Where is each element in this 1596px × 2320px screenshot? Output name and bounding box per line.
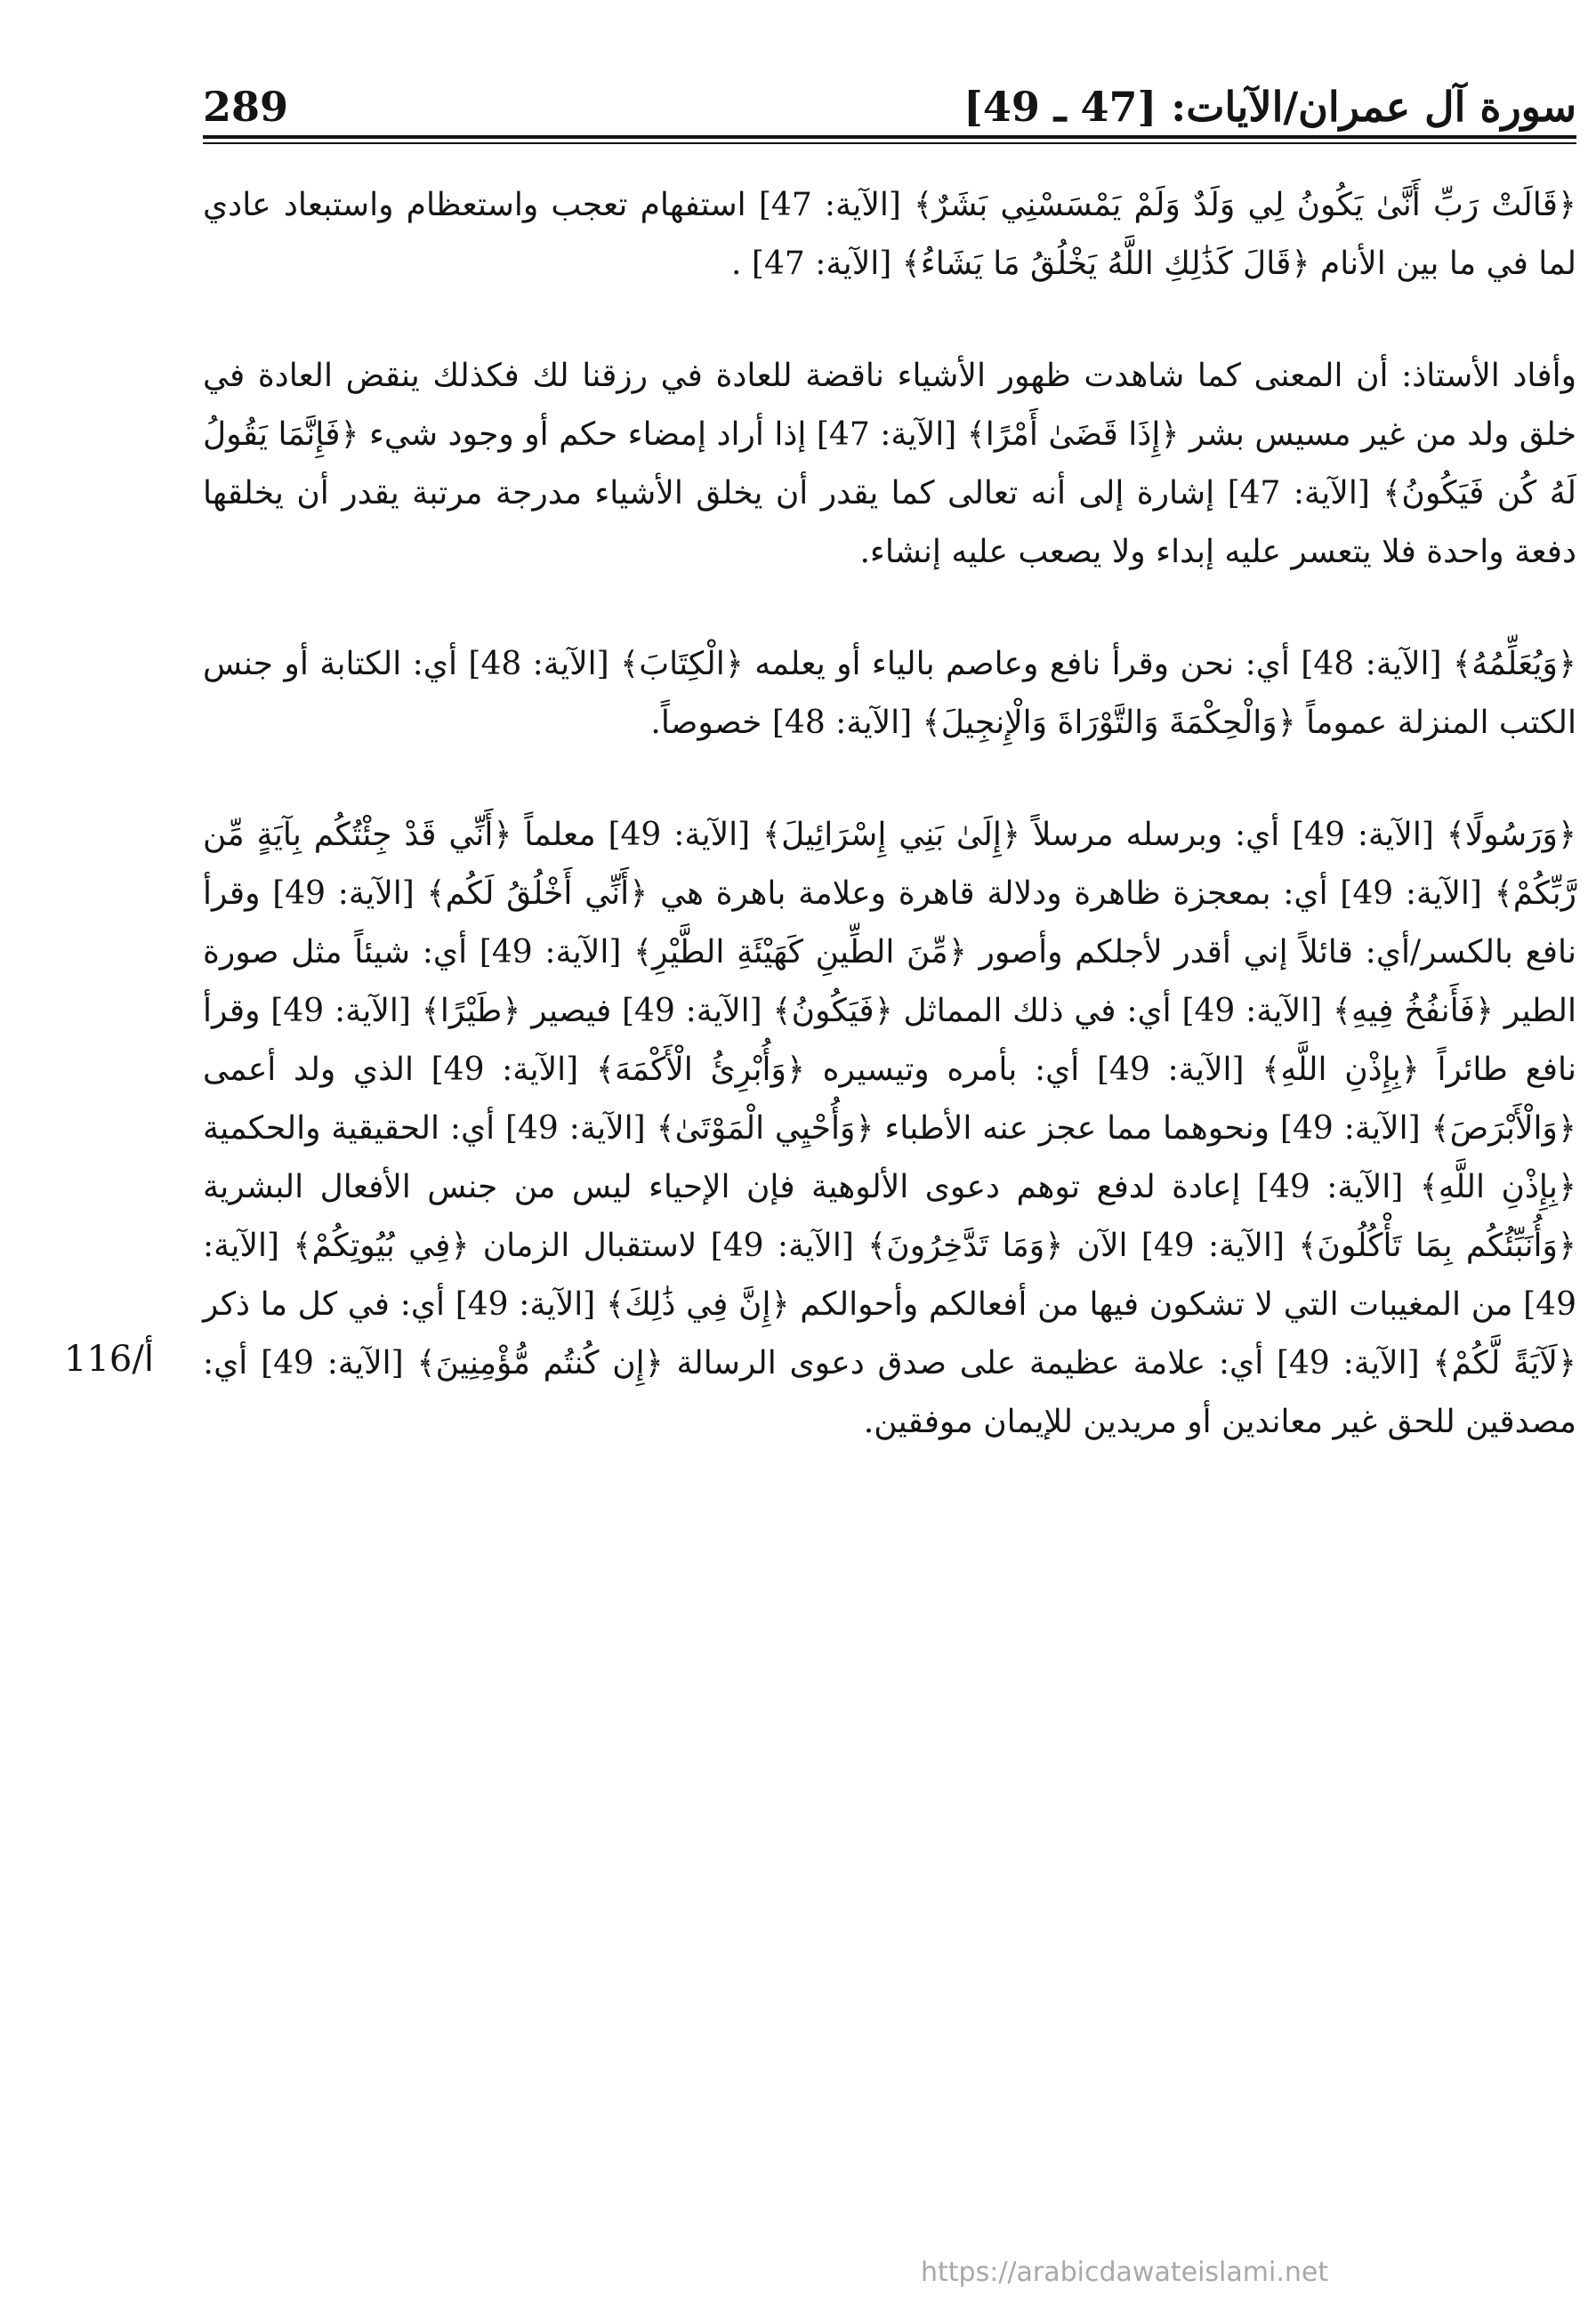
paragraph-text: وأفاد الأستاذ: أن المعنى كما شاهدت ظهور الأشياء ناقضة للعادة في رزقنا لك فكذلك ينقض العادة في خلق ولد من غير مسيس بشر ﴿إِذَا قَضَىٰ أَمْرًا﴾ [الآية: 47] إذا أراد إمضاء حكم أو وجود شيء ﴿فَإِنَّمَا يَقُولُ لَهُ كُن فَيَكُونُ﴾ [الآية: 47] إشارة إلى أنه تعالى كما يقدر أن يخلق الأشياء مدرجة مرتبة يقدر أن يخلقها دفعة واحدة فلا يتعسر عليه إبداء ولا يصعب عليه إنشاء. — [203, 358, 1577, 570]
paragraph-4 — [203, 806, 1576, 1452]
page-number: 289 — [203, 83, 289, 131]
paragraph-3 — [203, 635, 1576, 753]
page-header — [203, 80, 1576, 133]
paragraph-2 — [203, 347, 1576, 582]
paragraph-text: ﴿قَالَتْ رَبِّ أَنَّىٰ يَكُونُ لِي وَلَدٌ وَلَمْ يَمْسَسْنِي بَشَرٌ﴾ [الآية: 47] استفهام تعجب واستعظام واستبعاد عادي لما في ما بين الأنام ﴿قَالَ كَذَٰلِكِ اللَّهُ يَخْلُقُ مَا يَشَاءُ﴾ [الآية: 47] . — [203, 187, 1577, 282]
paragraph-1 — [203, 176, 1576, 294]
paragraph-text: ﴿وَيُعَلِّمُهُ﴾ [الآية: 48] أي: نحن وقرأ نافع وعاصم بالياء أو يعلمه ﴿الْكِتَابَ﴾ [الآية: 48] أي: الكتابة أو جنس الكتب المنزلة عموماً ﴿وَالْحِكْمَةَ وَالتَّوْرَاةَ وَالْإِنجِيلَ﴾ [الآية: 48] خصوصاً. — [203, 646, 1577, 741]
watermark-url: https://arabicdawateislami.net — [921, 2257, 1329, 2288]
margin-folio-note: 116/أ — [64, 1339, 154, 1380]
header-rule-thick — [203, 135, 1576, 139]
page-body — [203, 176, 1576, 1505]
running-header-title: سورة آل عمران/الآيات: [47 ـ 49] — [963, 83, 1576, 131]
header-rule-thin — [203, 142, 1576, 144]
paragraph-text: ﴿وَرَسُولًا﴾ [الآية: 49] أي: وبرسله مرسلاً ﴿إِلَىٰ بَنِي إِسْرَائِيلَ﴾ [الآية: 49] معلماً ﴿أَنِّي قَدْ جِئْتُكُم بِآيَةٍ مِّن رَّبِّكُمْ﴾ [الآية: 49] أي: بمعجزة ظاهرة ودلالة قاهرة وعلامة باهرة هي ﴿أَنِّي أَخْلُقُ لَكُم﴾ [الآية: 49] وقرأ نافع بالكسر/أي: قائلاً إني أقدر لأجلكم وأصور ﴿مِّنَ الطِّينِ كَهَيْئَةِ الطَّيْرِ﴾ [الآية: 49] أي: شيئاً مثل صورة الطير ﴿فَأَنفُخُ فِيهِ﴾ [الآية: 49] أي: في ذلك المماثل ﴿فَيَكُونُ﴾ [الآية: 49] فيصير ﴿طَيْرًا﴾ [الآية: 49] وقرأ نافع طائراً ﴿بِإِذْنِ اللَّهِ﴾ [الآية: 49] أي: بأمره وتيسيره ﴿وَأُبْرِئُ الْأَكْمَهَ﴾ [الآية: 49] الذي ولد أعمى ﴿وَالْأَبْرَصَ﴾ [الآية: 49] ونحوهما مما عجز عنه الأطباء ﴿وَأُحْيِي الْمَوْتَىٰ﴾ [الآية: 49] أي: الحقيقية والحكمية ﴿بِإِذْنِ اللَّهِ﴾ [الآية: 49] إعادة لدفع توهم دعوى الألوهية فإن الإحياء ليس من جنس الأفعال البشرية ﴿وَأُنَبِّئُكُم بِمَا تَأْكُلُونَ﴾ [الآية: 49] الآن ﴿وَمَا تَدَّخِرُونَ﴾ [الآية: 49] لاستقبال الزمان ﴿فِي بُيُوتِكُمْ﴾ [الآية: 49] من المغيبات التي لا تشكون فيها من أفعالكم وأحوالكم ﴿إِنَّ فِي ذَٰلِكَ﴾ [الآية: 49] أي: في كل ما ذكر ﴿لَآيَةً لَّكُمْ﴾ [الآية: 49] أي: علامة عظيمة على صدق دعوى الرسالة ﴿إِن كُنتُم مُّؤْمِنِينَ﴾ [الآية: 49] أي: مصدقين للحق غير معاندين أو مريدين للإيمان موفقين. — [203, 817, 1577, 1440]
